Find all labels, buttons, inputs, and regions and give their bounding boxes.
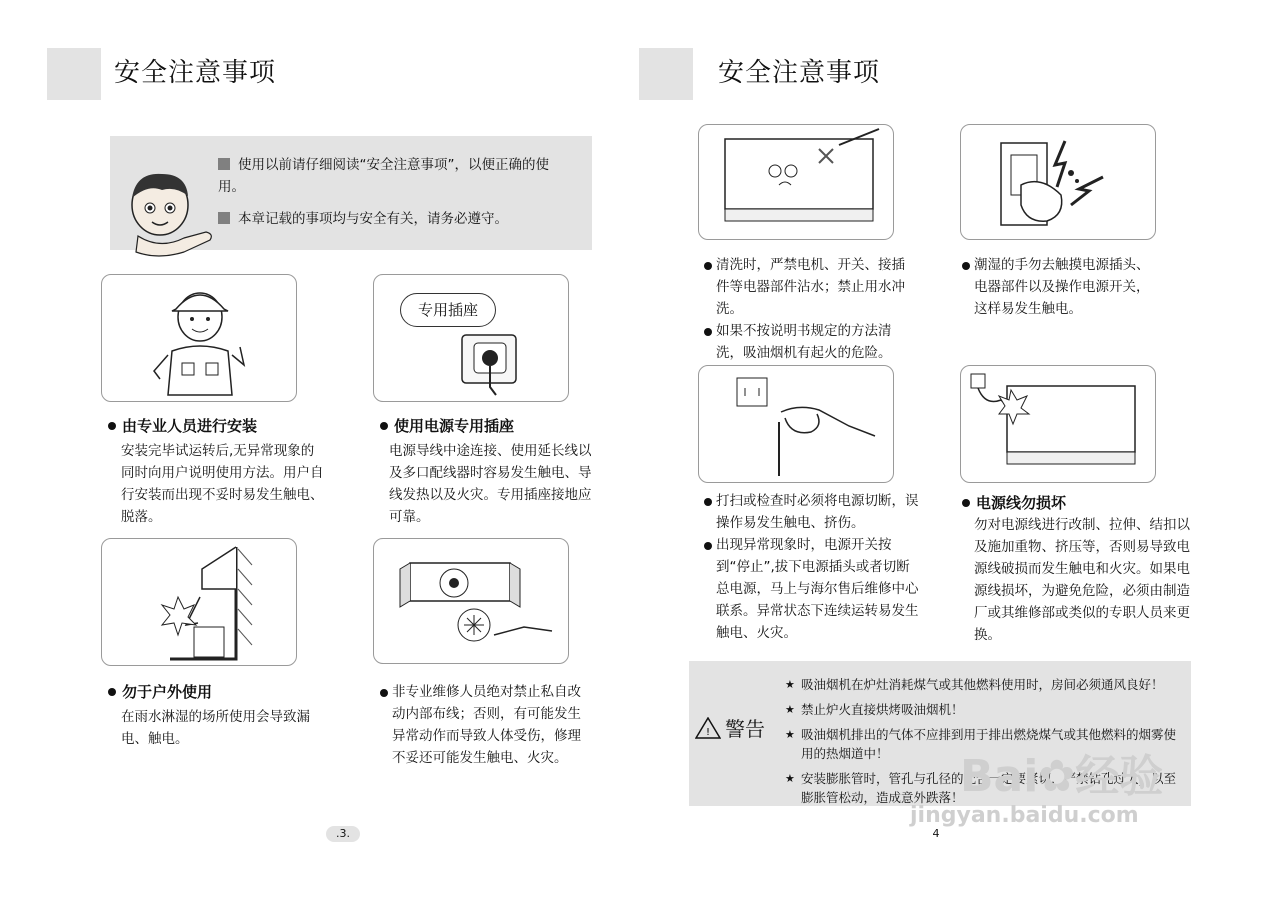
wet-hands-list — [962, 254, 1162, 320]
right-page-number: 4 — [932, 827, 940, 840]
outdoor-body: 在雨水淋湿的场所使用会导致漏电、触电。 — [121, 709, 310, 747]
clean-list — [704, 254, 916, 364]
bullet-icon — [380, 422, 388, 430]
hood-motor-repair-icon — [374, 539, 570, 665]
unplug-list — [704, 490, 920, 644]
warning-item: ★ 禁止炉火直接烘烤吸油烟机！ — [785, 700, 1177, 719]
bullet-icon — [108, 422, 116, 430]
clean-illustration-card — [698, 124, 894, 240]
installer-worker-icon — [102, 275, 298, 403]
socket-plug-icon — [374, 275, 570, 403]
plug-label-bubble: 专用插座 — [400, 293, 496, 327]
socket-title: 使用电源专用插座 — [380, 415, 514, 436]
kid-mascot-illustration — [118, 160, 218, 264]
right-page-title: 安全注意事项 — [718, 58, 881, 88]
square-bullet-icon — [218, 158, 230, 170]
hand-unplug-icon — [699, 366, 895, 484]
warning-item: ★ 安装膨胀管时，管孔与孔径的配合一定要紧切，严禁钻孔过大，以至膨胀管松动，造成意外跌落！ — [785, 769, 1177, 807]
abnormal-note: 出现异常现象时，电源开关按到“停止”,拔下电源插头或者切断总电源，马上与海尔售后维修中心联系。异常状态下连续运转易发生触电、火灾。 — [704, 534, 920, 644]
misuse-note: 如果不按说明书规定的方法清洗，吸油烟机有起火的危险。 — [704, 320, 916, 364]
repair-note: 非专业维修人员绝对禁止私自改动内部布线；否则，有可能发生异常动作而导致人体受伤，修理不妥还可能发生触电、火灾。 — [380, 681, 586, 769]
right-header-box — [639, 48, 693, 100]
intro-item-2: 本章记载的事项均与安全有关，请务必遵守。 — [218, 208, 570, 230]
warning-label: ! 警告 — [695, 713, 765, 742]
bullet-icon — [962, 499, 970, 507]
warning-item: ★ 吸油烟机在炉灶消耗煤气或其他燃料使用时，房间必须通风良好！ — [785, 675, 1177, 694]
outdoor-title: 勿于户外使用 — [108, 681, 212, 702]
outdoor-rain-icon — [102, 539, 298, 667]
install-title: 由专业人员进行安装 — [108, 415, 257, 436]
cord-body: 勿对电源线进行改制、拉伸、结扣以及施加重物、挤压等，否则易导致电源线破损而发生触电和火灾。如果电源线损坏，为避免危险，必须由制造厂或其维修部或类似的专职人员来更换。 — [974, 517, 1190, 643]
wet-hands-illustration-card — [960, 124, 1156, 240]
baidu-watermark: Bai✿经验 jingyan.baidu.com — [910, 751, 1164, 828]
warning-item: ★ 吸油烟机排出的气体不应排到用于排出燃烧煤气或其他燃料的烟雾使用的热烟道中！ — [785, 725, 1177, 763]
repair-illustration-card — [373, 538, 569, 664]
square-bullet-icon — [218, 212, 230, 224]
bullet-icon — [108, 688, 116, 696]
wet-hands-note: 潮湿的手勿去触摸电源插头、电器部件以及操作电源开关，这样易发生触电。 — [962, 254, 1162, 320]
install-body: 安装完毕试运转后,无异常现象的同时向用户说明使用方法。用户自行安装而出现不妥时易发生触电、脱落。 — [121, 443, 324, 525]
cord-illustration-card — [960, 365, 1156, 483]
left-page-title: 安全注意事项 — [114, 58, 277, 88]
damaged-cord-icon — [961, 366, 1157, 484]
left-header-box — [47, 48, 101, 100]
clean-note: 清洗时，严禁电机、开关、接插件等电器部件沾水；禁止用水冲洗。 — [704, 254, 916, 320]
cord-title: 电源线勿损坏 — [962, 492, 1066, 513]
outdoor-illustration-card — [101, 538, 297, 666]
unplug-illustration-card — [698, 365, 894, 483]
warning-triangle-icon — [695, 717, 721, 739]
unplug-note: 打扫或检查时必须将电源切断，误操作易发生触电、挤伤。 — [704, 490, 920, 534]
paw-icon: ✿ — [1038, 751, 1076, 802]
intro-box — [110, 136, 592, 250]
repair-list — [380, 681, 586, 769]
installer-illustration-card — [101, 274, 297, 402]
svg-text:!: ! — [705, 726, 711, 738]
wet-hand-shock-icon — [961, 125, 1157, 241]
left-page-number: .3. — [326, 826, 360, 842]
socket-body: 电源导线中途连接、使用延长线以及多口配线器时容易发生触电、导线发热以及火灾。专用插座接地应可靠。 — [389, 443, 592, 525]
intro-item-1: 使用以前请仔细阅读“安全注意事项”，以便正确的使用。 — [218, 157, 549, 195]
hood-no-water-icon — [699, 125, 895, 241]
socket-illustration-card — [373, 274, 569, 402]
